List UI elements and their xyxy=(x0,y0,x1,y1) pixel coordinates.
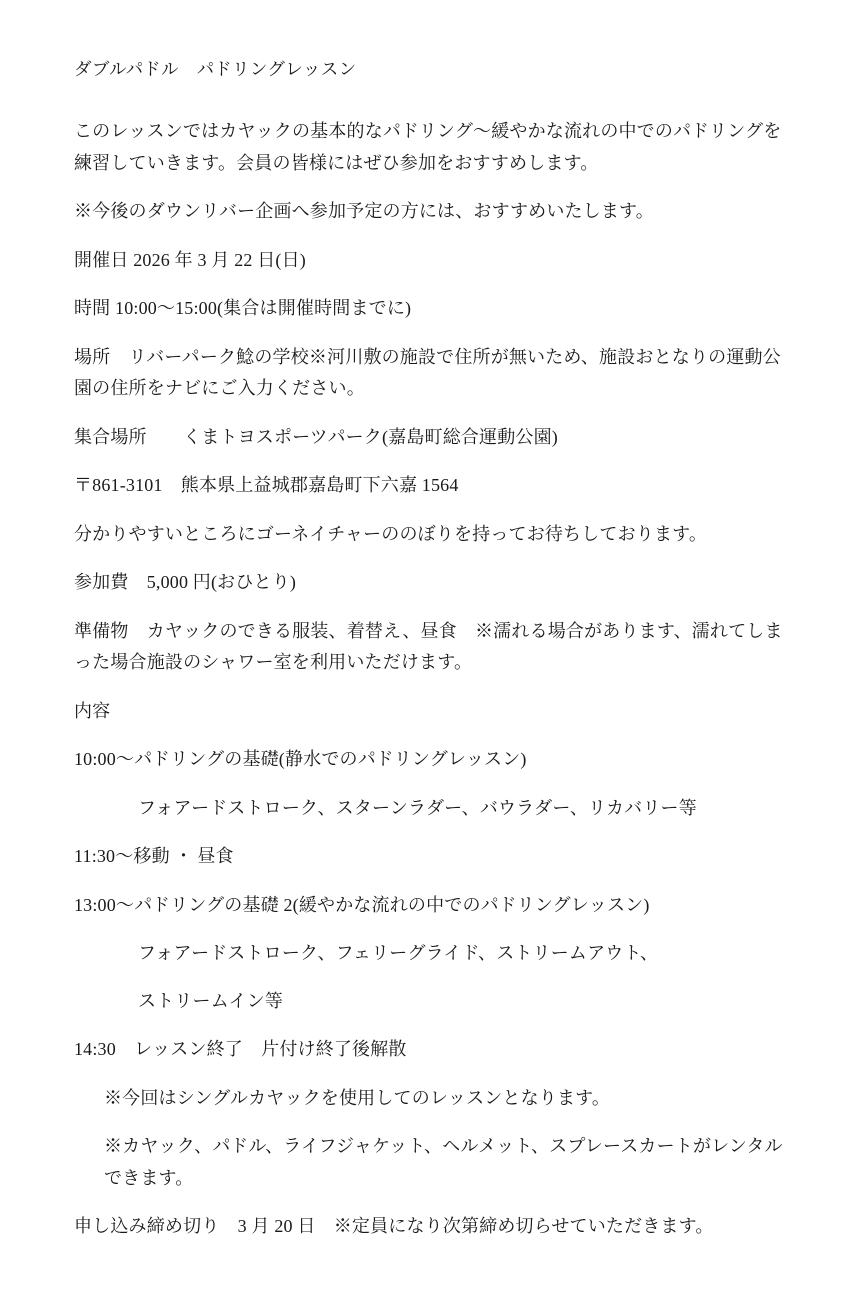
paragraph-schedule-1130: 11:30～移動 ・ 昼食 xyxy=(74,846,234,867)
paragraph-schedule-1300-detail-2: ストリームイン等 xyxy=(138,990,284,1011)
document-body xyxy=(74,116,788,1243)
paragraph-note-downriver: ※今後のダウンリバー企画へ参加予定の方には、おすすめいたします。 xyxy=(74,201,654,222)
paragraph-meeting-place: 集合場所 くまトヨスポーツパーク(嘉島町総合運動公園) xyxy=(74,426,558,447)
paragraph-banner-note: 分かりやすいところにゴーネイチャーののぼりを持ってお待ちしております。 xyxy=(74,523,708,544)
paragraph-preparation: 準備物 カヤックのできる服装、着替え、昼食 ※濡れる場合があります、濡れてしまった場合施設のシャワー室を利用いただけます。 xyxy=(74,620,783,673)
paragraph-intro: このレッスンではカヤックの基本的なパドリング～緩やかな流れの中でのパドリングを練習していきます。会員の皆様にはぜひ参加をおすすめします。 xyxy=(74,121,782,173)
page-title: ダブルパドル パドリングレッスン xyxy=(74,59,357,79)
paragraph-event-time: 時間 10:00～15:00(集合は開催時間までに) xyxy=(74,298,412,319)
paragraph-venue: 場所 リバーパーク鯰の学校※河川敷の施設で住所が無いため、施設おとなりの運動公園の住所をナビにご入力ください。 xyxy=(74,346,781,399)
paragraph-schedule-1000: 10:00～パドリングの基礎(静水でのパドリングレッスン) xyxy=(74,749,527,770)
paragraph-contents-heading: 内容 xyxy=(74,700,111,721)
paragraph-schedule-1300: 13:00～パドリングの基礎 2(緩やかな流れの中でのパドリングレッスン) xyxy=(74,894,650,915)
paragraph-note-rental: ※カヤック、パドル、ライフジャケット、ヘルメット、スプレースカートがレンタルできます。 xyxy=(104,1136,783,1188)
paragraph-note-single-kayak: ※今回はシングルカヤックを使用してのレッスンとなります。 xyxy=(104,1087,611,1108)
paragraph-fee: 参加費 5,000 円(おひとり) xyxy=(74,572,297,593)
paragraph-event-date: 開催日 2026 年 3 月 22 日(日) xyxy=(74,249,306,270)
paragraph-schedule-1000-detail: フォアードストローク、スターンラダー、バウラダー、リカバリー等 xyxy=(138,797,697,818)
paragraph-schedule-1300-detail-1: フォアードストローク、フェリーグライド、ストリームアウト、 xyxy=(138,943,659,964)
paragraph-address: 〒861-3101 熊本県上益城郡嘉島町下六嘉 1564 xyxy=(74,475,459,496)
paragraph-deadline: 申し込み締め切り 3 月 20 日 ※定員になり次第締め切らせていただきます。 xyxy=(74,1216,714,1237)
paragraph-schedule-1430: 14:30 レッスン終了 片付け終了後解散 xyxy=(74,1039,407,1060)
